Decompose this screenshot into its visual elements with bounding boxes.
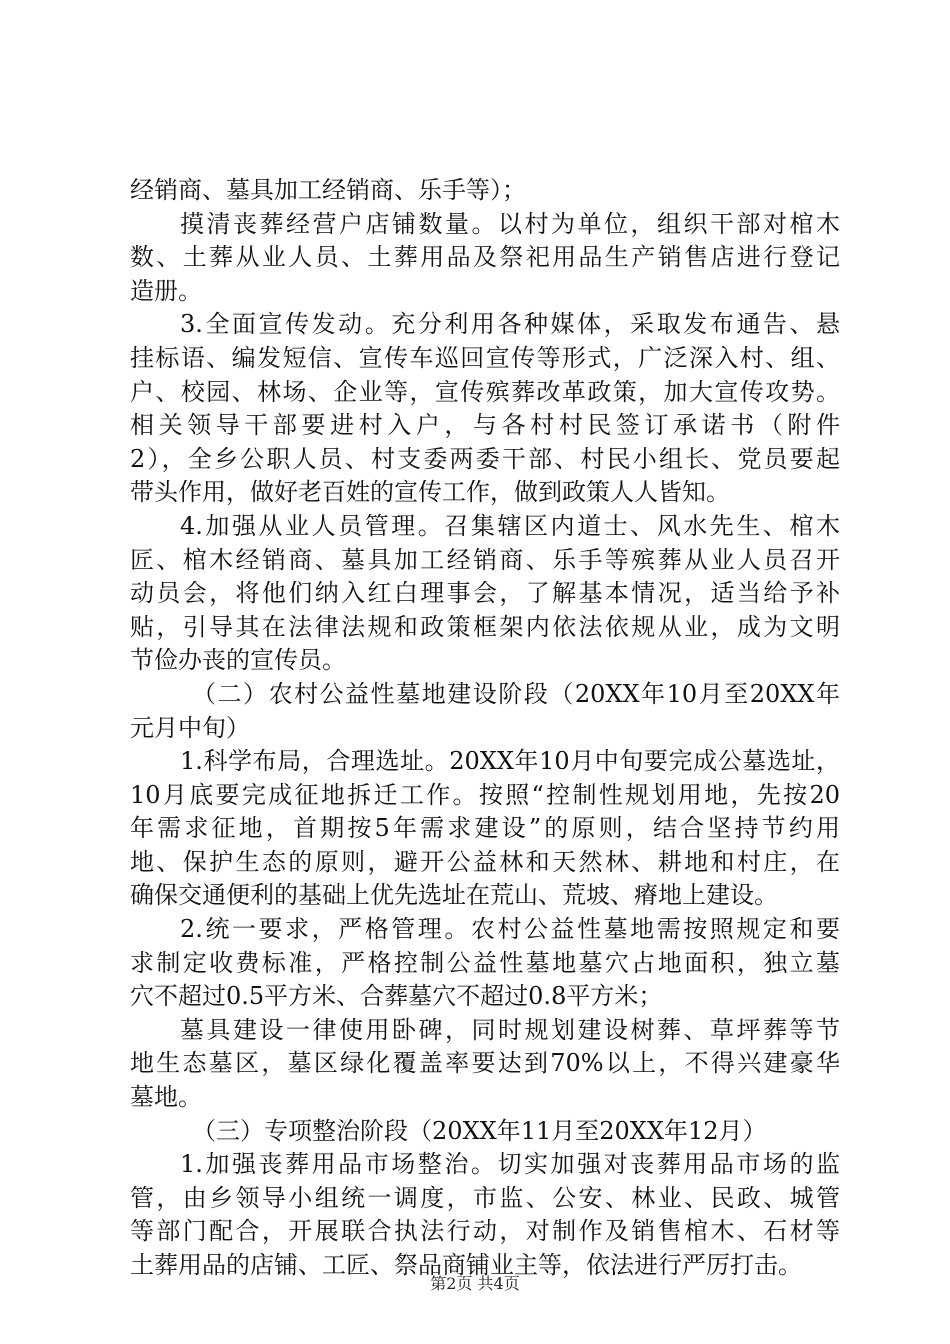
text-line: 相关领导干部要进村入户，与各村村民签订承诺书（附件 bbox=[130, 411, 840, 440]
text-line: 4.加强从业人员管理。召集辖区内道士、风水先生、棺木 bbox=[180, 511, 840, 540]
text-line: 2），全乡公职人员、村支委两委干部、村民小组长、党员要起 bbox=[130, 444, 840, 473]
text-line: 数、土葬从业人员、土葬用品及祭祀用品生产销售店进行登记 bbox=[130, 243, 840, 272]
text-line: 1.加强丧葬用品市场整治。切实加强对丧葬用品市场的监 bbox=[180, 1150, 840, 1179]
text-line: 3.全面宣传发动。充分利用各种媒体，采取发布通告、悬 bbox=[180, 310, 840, 339]
text-line: 挂标语、编发短信、宣传车巡回宣传等形式，广泛深入村、组、 bbox=[130, 343, 840, 372]
text-line: （三）专项整治阶段（20XX年11月至20XX年12月） bbox=[192, 1116, 767, 1145]
text-line: 求制定收费标准，严格控制公益性墓地墓穴占地面积，独立墓 bbox=[130, 948, 840, 977]
text-line: 地、保护生态的原则，避开公益林和天然林、耕地和村庄，在 bbox=[130, 847, 840, 876]
body-text bbox=[130, 174, 840, 1283]
text-line: 1.科学布局，合理选址。20XX年10月中旬要完成公墓选址， bbox=[180, 747, 840, 776]
text-line: 节俭办丧的宣传员。 bbox=[130, 646, 346, 675]
text-line: 土葬用品的店铺、工匠、祭品商铺业主等，依法进行严厉打击。 bbox=[130, 1251, 802, 1279]
text-line: 匠、棺木经销商、墓具加工经销商、乐手等殡葬从业人员召开 bbox=[130, 545, 840, 574]
text-line: 10月底要完成征地拆迁工作。按照“控制性规划用地，先按20 bbox=[130, 780, 840, 809]
text-line: 2.统一要求，严格管理。农村公益性墓地需按照规定和要 bbox=[180, 915, 840, 944]
text-line: 墓地。 bbox=[130, 1083, 202, 1112]
text-line: 确保交通便利的基础上优先选址在荒山、荒坡、瘠地上建设。 bbox=[130, 881, 778, 910]
text-line: 等部门配合，开展联合执法行动，对制作及销售棺木、石材等 bbox=[130, 1217, 840, 1246]
text-line: 墓具建设一律使用卧碑，同时规划建设树葬、草坪葬等节 bbox=[180, 1015, 840, 1044]
text-line: 年需求征地，首期按5年需求建设”的原则，结合坚持节约用 bbox=[130, 814, 840, 843]
text-line: 动员会，将他们纳入红白理事会，了解基本情况，适当给予补 bbox=[130, 579, 840, 608]
text-line: 造册。 bbox=[130, 276, 202, 305]
text-line: 摸清丧葬经营户店铺数量。以村为单位，组织干部对棺木 bbox=[180, 209, 840, 238]
text-line: 带头作用，做好老百姓的宣传工作，做到政策人人皆知。 bbox=[130, 478, 730, 507]
text-line: 经销商、墓具加工经销商、乐手等）； bbox=[130, 176, 526, 204]
text-line: 元月中旬） bbox=[130, 713, 250, 742]
text-line: 管，由乡领导小组统一调度，市监、公安、林业、民政、城管 bbox=[130, 1183, 840, 1212]
page-footer: 第2页 共4页 bbox=[430, 1274, 520, 1293]
text-line: 地生态墓区，墓区绿化覆盖率要达到70%以上，不得兴建豪华 bbox=[130, 1049, 840, 1078]
text-line: 穴不超过0.5平方米、合葬墓穴不超过0.8平方米； bbox=[130, 982, 663, 1011]
text-line: 户、校园、林场、企业等，宣传殡葬改革政策，加大宣传攻势。 bbox=[130, 377, 840, 406]
text-line: 贴，引导其在法律法规和政策框架内依法依规从业，成为文明 bbox=[130, 612, 840, 641]
text-line: （二）农村公益性墓地建设阶段（20XX年10月至20XX年 bbox=[192, 679, 840, 708]
